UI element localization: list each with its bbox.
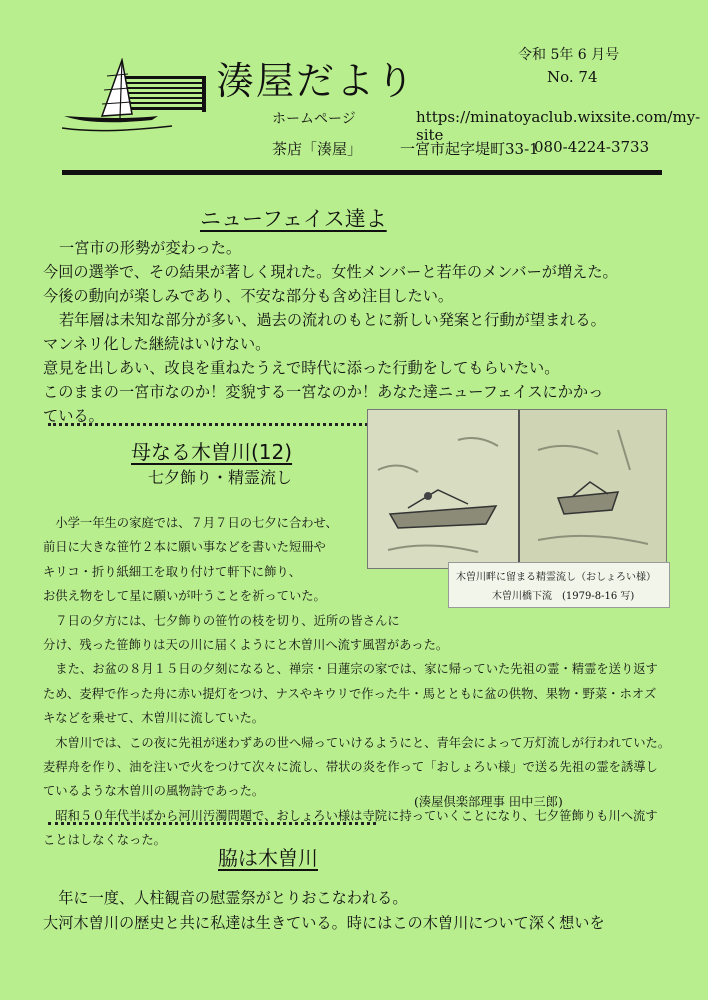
section2-line: 分け、残った笹飾りは天の川に届くようにと木曽川へ流す風習があった。	[43, 638, 449, 653]
header-divider	[62, 170, 662, 175]
section1-title: ニューフェイス達よ	[200, 207, 387, 231]
section1-line: 意見を出しあい、改良を重ねたうえで時代に添った行動をしてもらいたい。	[43, 359, 560, 377]
homepage-label: ホームページ	[272, 111, 356, 127]
shop-address: 一宮市起字堤町33-1	[400, 140, 539, 158]
section2-subtitle: 七夕飾り・精霊流し	[148, 468, 293, 487]
photo-credit: 木曽川橋下流 (1979-8-16 写)	[492, 591, 635, 602]
section3-line: 年に一度、人柱観音の慰霊祭がとりおこなわれる。	[43, 889, 408, 907]
section1-line: 一宮市の形勢が変わった。	[59, 239, 242, 257]
section2-title: 母なる木曽川(12)	[131, 440, 293, 464]
section1-line: 今回の選挙で、その結果が著しく現れた。女性メンバーと若年のメンバーが増えた。	[43, 263, 618, 281]
section2-line: 木曽川では、この夜に先祖が迷わずあの世へ帰っていけるようにと、青年会によって万灯流しが行われていた。	[43, 735, 671, 750]
section2-line: お供え物をして星に願いが叶うことを祈っていた。	[43, 589, 326, 604]
issue-number: No. 74	[547, 68, 598, 86]
section2-line: 昭和５０年代半ばから河川汚濁問題で、おしょろい様は寺院に持っていくことになり、七夕笹飾りも川へ流す	[43, 808, 658, 823]
section2-line: ことはしなくなった。	[43, 833, 166, 848]
article-author: (湊屋倶楽部理事 田中三郎)	[414, 795, 563, 809]
section2-line: また、お盆の８月１５日の夕刻になると、禅宗・日蓮宗の家では、家に帰っていた先祖の霊・精霊を送り返す	[43, 662, 658, 677]
section1-line: 今後の動向が楽しみであり、不安な部分も含め注目したい。	[43, 287, 454, 305]
section2-line: 麦稈舟を作り、油を注いで火をつけて次々に流し、帯状の炎を作って「おしょろい様」で送る先祖の霊を誘導し	[43, 760, 658, 775]
section2-line: ているような木曽川の風物詩であった。	[43, 784, 265, 799]
section1-body	[43, 236, 673, 428]
homepage-url[interactable]: https://minatoyaclub.wixsite.com/my-site	[416, 108, 701, 144]
dotted-divider	[48, 423, 368, 426]
sailboat-and-building-icon	[62, 58, 212, 138]
section1-line: このままの一宮市なのか！変貌する一宮なのか！あなた達ニューフェイスにかかっ	[43, 383, 604, 401]
newsletter-title: 湊屋だより	[216, 59, 417, 103]
section1-line: マンネリ化した継続はいけない。	[43, 335, 271, 353]
section3-line: 大河木曽川の歴史と共に私達は生きている。時にはこの木曽川について深く想いを	[43, 914, 605, 932]
photo-caption: 木曽川畔に留まる精霊流し（おしょろい様）	[456, 572, 656, 583]
section2-line: キリコ・折り紙細工を取り付けて軒下に飾り、	[43, 564, 301, 579]
dotted-divider	[48, 822, 376, 825]
shop-name: 茶店「湊屋」	[272, 140, 363, 158]
issue-date: 令和 5年 6 月号	[518, 47, 620, 63]
section2-line: 前日に大きな笹竹２本に願い事などを書いた短冊や	[43, 540, 326, 555]
section2-line: 小学一年生の家庭では、７月７日の七夕に合わせ、	[43, 516, 338, 530]
section2-body	[43, 511, 670, 853]
section1-line: ている。	[43, 407, 104, 425]
section3-title: 脇は木曽川	[218, 846, 318, 870]
section2-line: キなどを乗せて、木曽川に流していた。	[43, 711, 265, 726]
section2-line: ７日の夕方には、七夕飾りの笹竹の枝を切り、近所の皆さんに	[43, 613, 400, 628]
section3-body	[43, 886, 605, 936]
section2-line: ため、麦稈で作った舟に赤い提灯をつけ、ナスやキウリで作った牛・馬とともに盆の供物、果物・野菜・ホオズ	[43, 686, 657, 701]
shop-phone: 080-4224-3733	[534, 138, 650, 156]
section1-line: 若年層は未知な部分が多い、過去の流れのもとに新しい発案と行動が望まれる。	[59, 311, 606, 329]
